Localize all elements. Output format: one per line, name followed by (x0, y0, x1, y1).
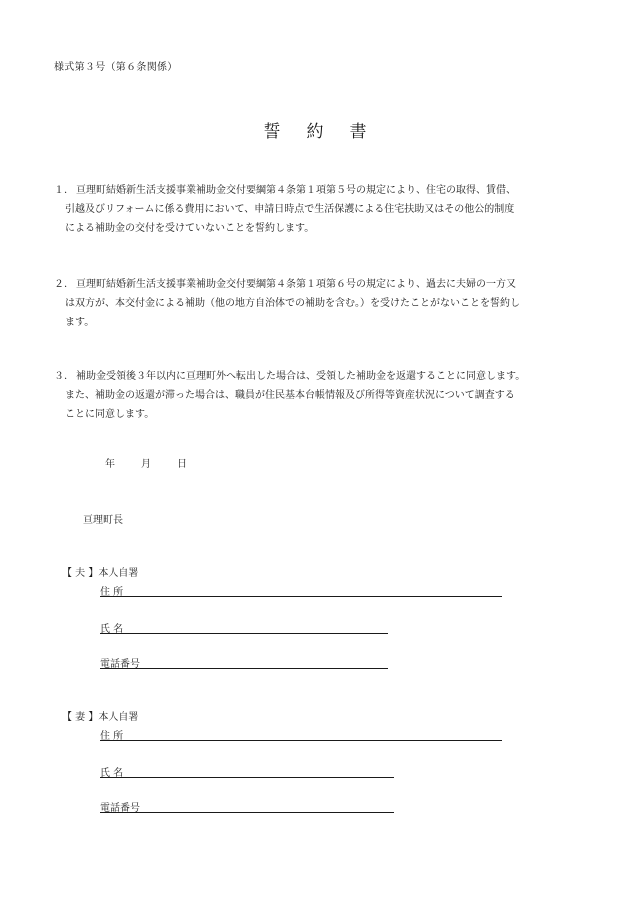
title-char: 約 (306, 122, 324, 142)
date-year-label: 年 (105, 459, 115, 470)
address-label: 住 所 (100, 587, 124, 598)
clause-line: ます。 (65, 317, 95, 328)
phone-label: 電話番号 (100, 659, 140, 670)
clause-line: は双方が、本交付金による補助（他の地方自治体での補助を含む。）を受けたことがないことを誓約し (65, 298, 520, 309)
wife-phone-field[interactable] (100, 799, 394, 813)
title-char: 誓 (263, 122, 281, 142)
clause-line: 亘理町結婚新生活支援事業補助金交付要綱第４条第１項第５号の規定により、住宅の取得、賃借、 (76, 185, 516, 196)
clause-line: による補助金の交付を受けていないことを誓約します。 (65, 223, 315, 234)
husband-name-field[interactable] (100, 620, 388, 634)
title-char: 書 (349, 122, 367, 142)
husband-address-field[interactable] (100, 583, 502, 597)
address-label: 住 所 (100, 731, 124, 742)
form-id: 様式第３号（第６条関係） (54, 62, 178, 73)
document-title (0, 117, 630, 142)
husband-header: 【 夫 】本人自署 (62, 568, 139, 579)
name-label: 氏 名 (100, 624, 124, 635)
date-field[interactable] (105, 455, 213, 470)
name-label: 氏 名 (100, 768, 124, 779)
clause-1 (54, 181, 590, 238)
wife-section (62, 708, 140, 814)
clause-number: ２. (54, 279, 68, 290)
clause-line: 引越及びリフォームに係る費用において、申請日時点で生活保護による住宅扶助又はその他公的制度 (65, 204, 515, 215)
husband-phone-field[interactable] (100, 655, 388, 669)
date-month-label: 月 (141, 459, 151, 470)
clause-line: ことに同意します。 (65, 409, 155, 420)
husband-section (62, 564, 140, 670)
date-day-label: 日 (177, 459, 187, 470)
clause-2 (54, 275, 590, 332)
clause-line: 補助金受領後３年以内に亘理町外へ転出した場合は、受領した補助金を返還することに同意します。 (76, 371, 526, 382)
wife-header: 【 妻 】本人自署 (62, 712, 139, 723)
wife-address-field[interactable] (100, 727, 502, 741)
wife-name-field[interactable] (100, 764, 394, 778)
phone-label: 電話番号 (100, 803, 140, 814)
clause-3 (54, 367, 590, 424)
clause-number: ３. (54, 371, 68, 382)
clause-number: １. (54, 185, 68, 196)
clause-line: 亘理町結婚新生活支援事業補助金交付要綱第４条第１項第６号の規定により、過去に夫婦の一方又 (76, 279, 516, 290)
clause-line: また、補助金の返還が滞った場合は、職員が住民基本台帳情報及び所得等資産状況について調査する (65, 390, 515, 401)
addressee: 亘理町長 (83, 515, 123, 526)
